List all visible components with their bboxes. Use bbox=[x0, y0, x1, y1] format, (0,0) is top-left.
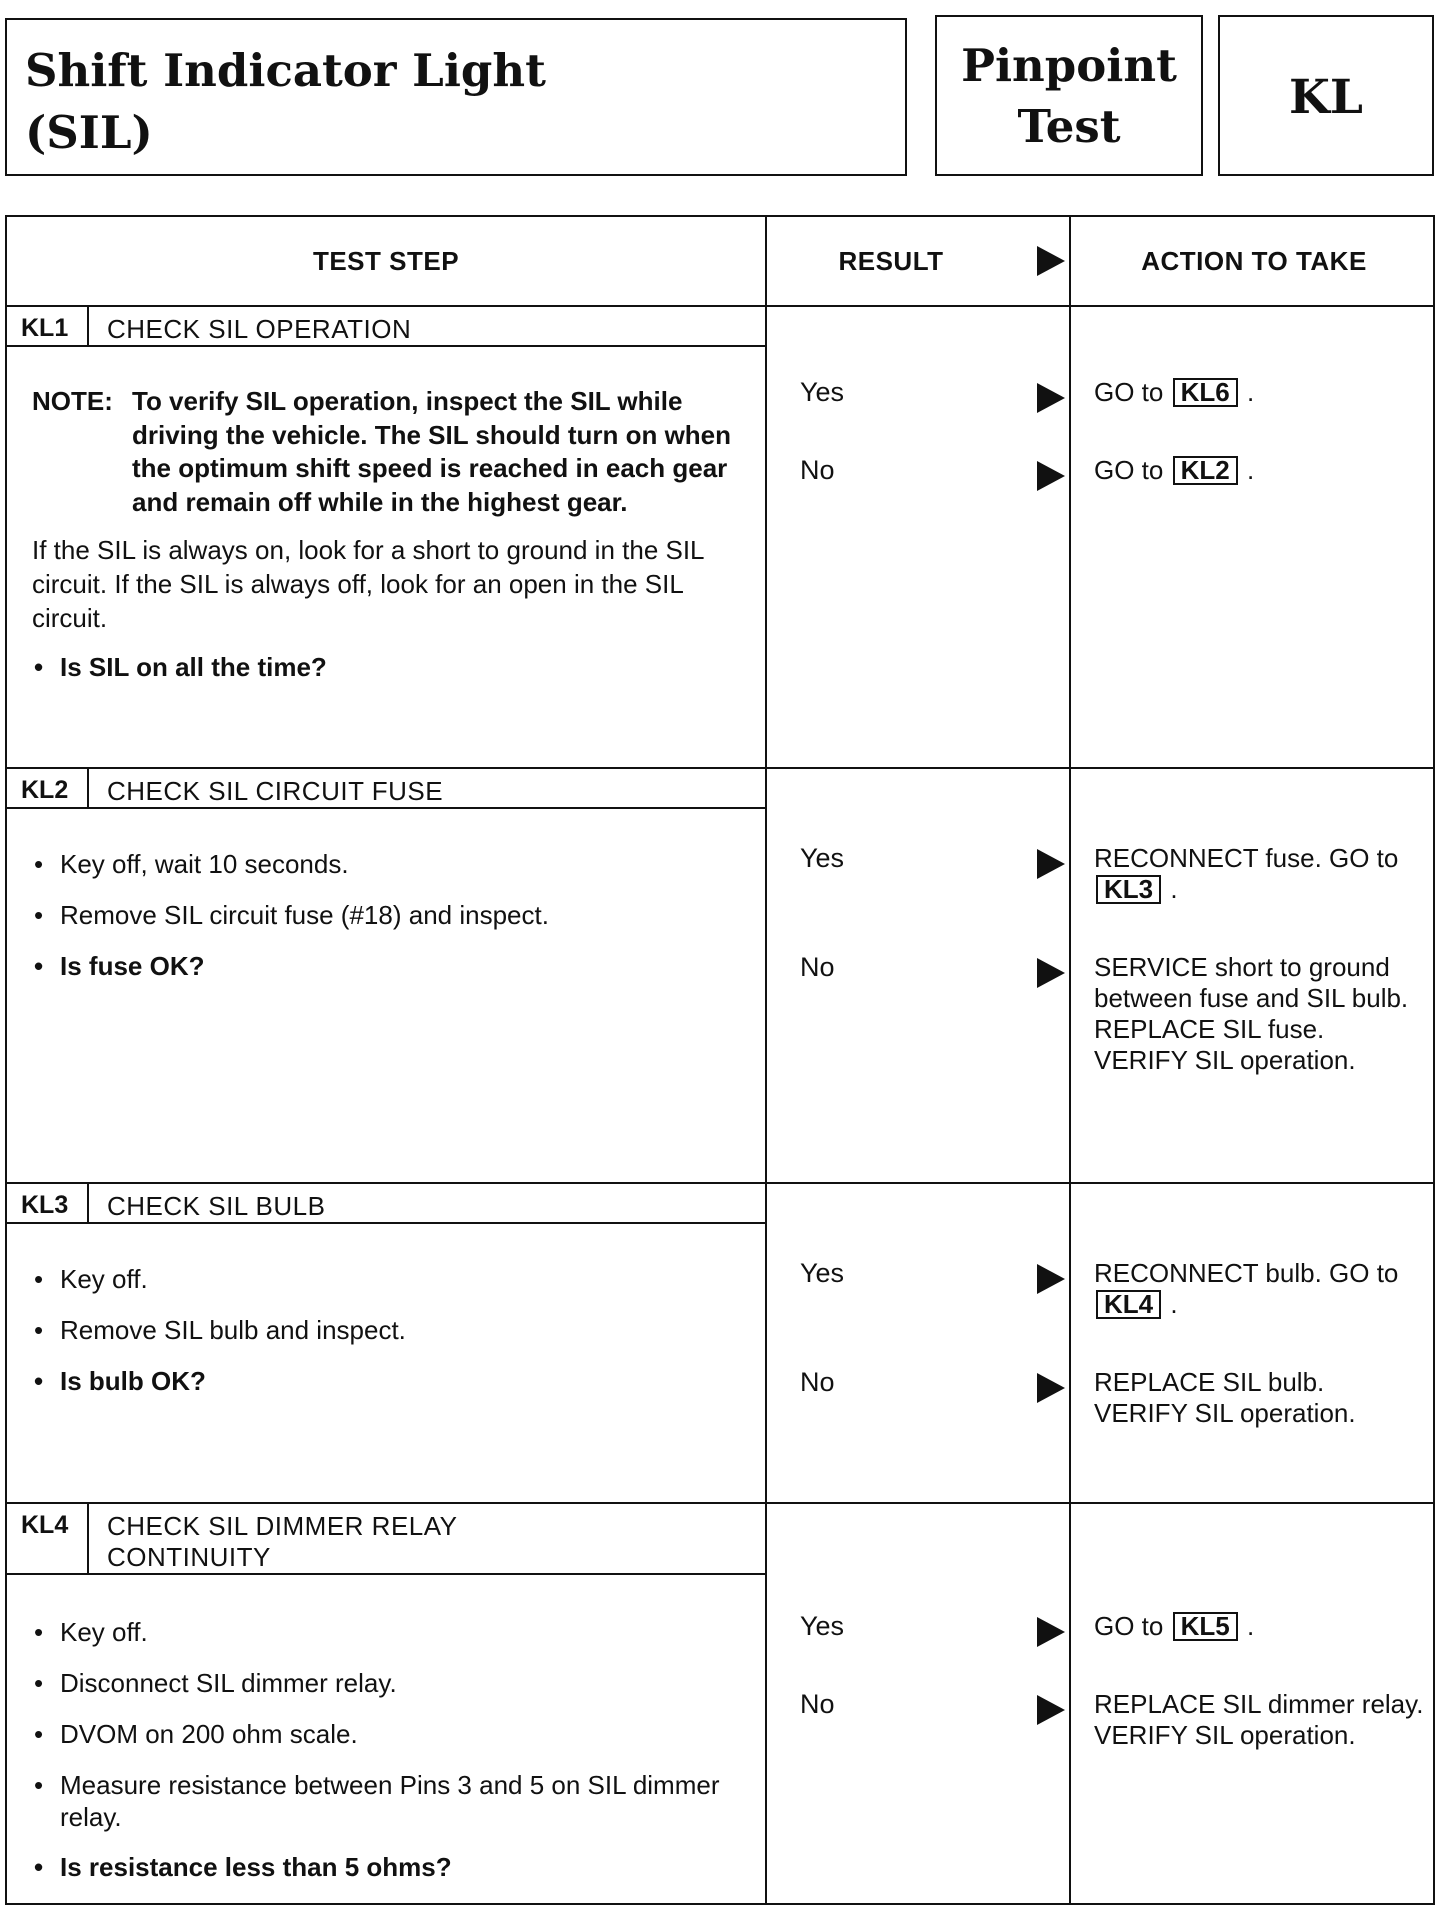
list-item: • Remove SIL circuit fuse (#18) and inspect. bbox=[32, 899, 732, 932]
column-divider bbox=[765, 217, 767, 1903]
step-header-kl2 bbox=[7, 767, 765, 809]
action-yes: RECONNECT fuse. GO to KL3 . bbox=[1094, 843, 1399, 904]
arrow-right-icon bbox=[1037, 1617, 1065, 1647]
step-reference: KL6 bbox=[1173, 378, 1238, 407]
question: • Is bulb OK? bbox=[32, 1365, 732, 1398]
question: • Is fuse OK? bbox=[32, 950, 732, 983]
question: • Is resistance less than 5 ohms? bbox=[32, 1851, 732, 1884]
pinpoint-test-table bbox=[5, 215, 1435, 1905]
step-body-kl3 bbox=[32, 1263, 732, 1416]
test-code-box bbox=[1218, 15, 1434, 176]
title-box bbox=[5, 18, 907, 176]
list-item: • DVOM on 200 ohm scale. bbox=[32, 1718, 732, 1751]
list-item: • Remove SIL bulb and inspect. bbox=[32, 1314, 732, 1347]
step-body-kl1 bbox=[32, 385, 732, 702]
test-type-box bbox=[935, 15, 1203, 176]
arrow-right-icon bbox=[1037, 1695, 1065, 1725]
step-title: CHECK SIL DIMMER RELAY CONTINUITY bbox=[107, 1511, 458, 1572]
result-yes: Yes bbox=[800, 1611, 845, 1641]
action-yes: GO to KL5 . bbox=[1094, 1611, 1255, 1641]
header-action: ACTION TO TAKE bbox=[1141, 246, 1367, 276]
action-no: SERVICE short to ground between fuse and SIL bulb. REPLACE SIL fuse. VERIFY SIL operation. bbox=[1094, 952, 1409, 1075]
action-no: REPLACE SIL bulb. VERIFY SIL operation. bbox=[1094, 1367, 1356, 1428]
result-yes: Yes bbox=[800, 843, 845, 873]
step-body-kl2 bbox=[32, 848, 732, 1001]
step-id: KL3 bbox=[7, 1182, 89, 1222]
test-code: KL bbox=[1289, 70, 1363, 125]
arrow-right-icon bbox=[1037, 958, 1065, 988]
header-test-step: TEST STEP bbox=[312, 246, 460, 276]
result-yes: Yes bbox=[800, 1258, 845, 1288]
paragraph: If the SIL is always on, look for a short to ground in the SIL circuit. If the SIL is always off, look for an open in the SIL circuit. bbox=[32, 535, 704, 633]
action-yes: RECONNECT bulb. GO to KL4 . bbox=[1094, 1258, 1399, 1319]
step-reference: KL4 bbox=[1096, 1290, 1161, 1319]
step-header-kl4 bbox=[7, 1502, 765, 1575]
page-title: Shift Indicator Light (SIL) bbox=[25, 44, 546, 159]
step-id: KL1 bbox=[7, 305, 89, 345]
arrow-right-icon bbox=[1037, 246, 1065, 276]
arrow-right-icon bbox=[1037, 849, 1065, 879]
note: NOTE: To verify SIL operation, inspect the SIL while driving the vehicle. The SIL should turn on when the optimum shift speed is reached in each gear and remain off while in the highest gear. bbox=[32, 386, 732, 517]
arrow-right-icon bbox=[1037, 383, 1065, 413]
step-reference: KL2 bbox=[1173, 456, 1238, 485]
step-body-kl4 bbox=[32, 1616, 732, 1902]
result-no: No bbox=[800, 952, 835, 982]
action-no: GO to KL2 . bbox=[1094, 455, 1255, 485]
result-no: No bbox=[800, 1689, 835, 1719]
step-reference: KL5 bbox=[1173, 1612, 1238, 1641]
result-yes: Yes bbox=[800, 377, 845, 407]
step-title: CHECK SIL CIRCUIT FUSE bbox=[107, 776, 444, 806]
arrow-right-icon bbox=[1037, 461, 1065, 491]
test-type-label: Pinpoint Test bbox=[961, 39, 1177, 153]
step-header-kl1 bbox=[7, 305, 765, 347]
step-id: KL4 bbox=[7, 1502, 89, 1573]
step-title: CHECK SIL BULB bbox=[107, 1191, 326, 1221]
action-yes: GO to KL6 . bbox=[1094, 377, 1255, 407]
step-header-kl3 bbox=[7, 1182, 765, 1224]
arrow-right-icon bbox=[1037, 1373, 1065, 1403]
column-divider bbox=[1069, 217, 1071, 1903]
result-no: No bbox=[800, 455, 835, 485]
result-no: No bbox=[800, 1367, 835, 1397]
header-result: RESULT bbox=[767, 217, 1067, 305]
step-id: KL2 bbox=[7, 767, 89, 807]
question: • Is SIL on all the time? bbox=[32, 651, 732, 684]
list-item: • Disconnect SIL dimmer relay. bbox=[32, 1667, 732, 1700]
list-item: • Key off. bbox=[32, 1263, 732, 1296]
step-reference: KL3 bbox=[1096, 875, 1161, 904]
arrow-right-icon bbox=[1037, 1264, 1065, 1294]
list-item: • Key off. bbox=[32, 1616, 732, 1649]
list-item: • Measure resistance between Pins 3 and 5 on SIL dimmer relay. bbox=[32, 1769, 732, 1833]
step-title: CHECK SIL OPERATION bbox=[107, 314, 412, 344]
action-no: REPLACE SIL dimmer relay. VERIFY SIL operation. bbox=[1094, 1689, 1424, 1750]
list-item: • Key off, wait 10 seconds. bbox=[32, 848, 732, 881]
